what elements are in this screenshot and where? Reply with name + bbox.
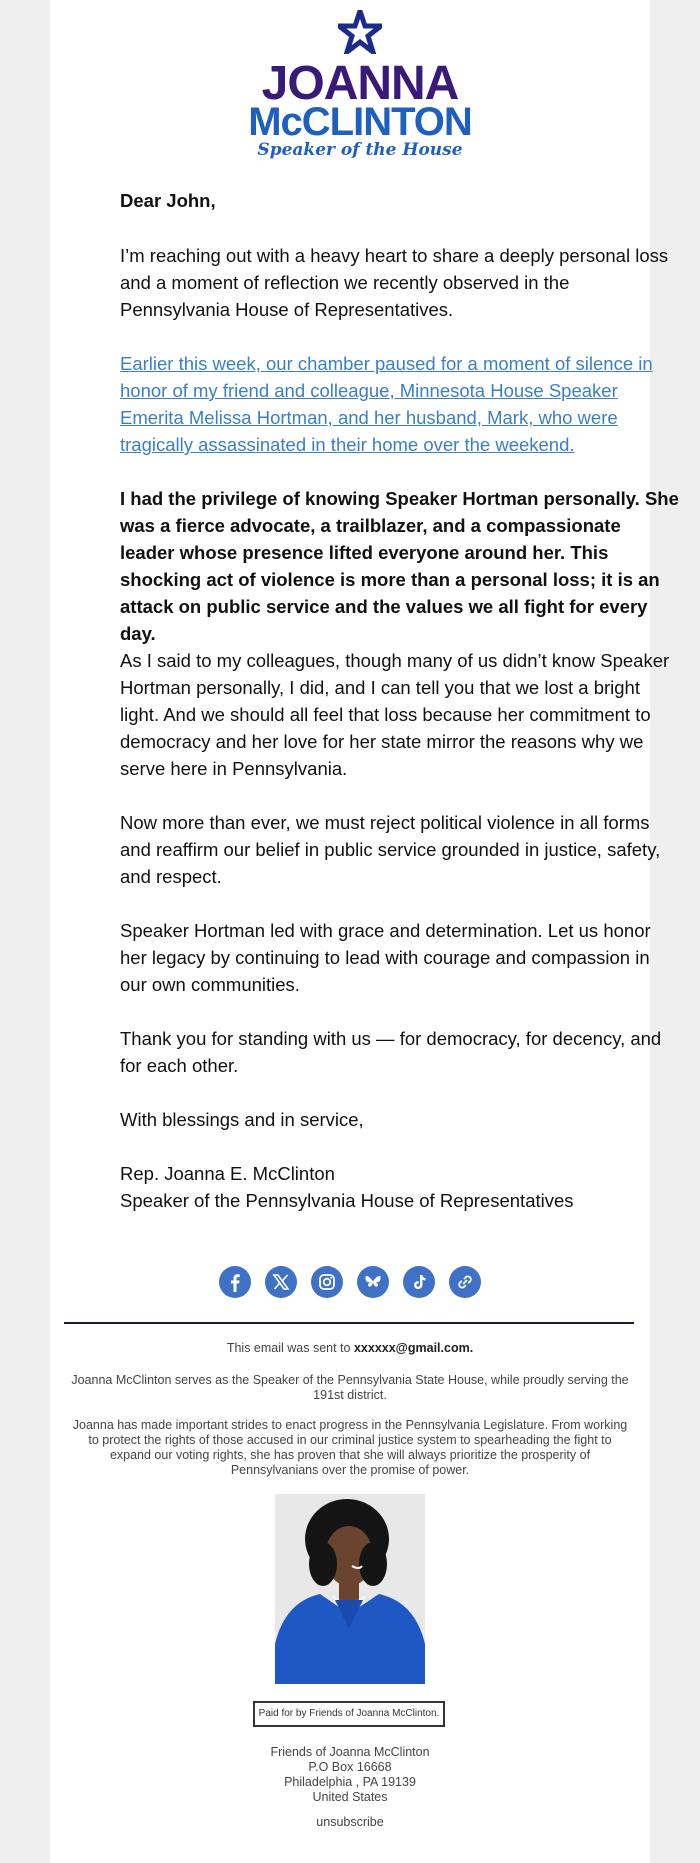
address-po: P.O Box 16668	[308, 1760, 392, 1774]
about-paragraph-1: Joanna McClinton serves as the Speaker of the Pennsylvania State House, while proudly serving the 191st district.	[71, 1373, 629, 1402]
x-icon[interactable]	[265, 1266, 297, 1298]
greeting: Dear John,	[120, 190, 216, 211]
tiktok-icon[interactable]	[403, 1266, 435, 1298]
bold-paragraph: I had the privilege of knowing Speaker Hortman personally. She was a fierce advocate, a trailblazer, and a compassionate leader whose presence lifted everyone around her. This shocking act of violence is more than a personal loss; it is an attack on public service and the values we all fight for every day.	[120, 488, 679, 644]
address-org: Friends of Joanna McClinton	[270, 1745, 430, 1759]
signature	[120, 1160, 680, 1214]
paragraph-2: As I said to my colleagues, though many of us didn’t know Speaker Hortman personally, I did, and I can tell you that we lost a bright light. And we should all feel that loss because her commitment to democracy and her love for her state mirror the reasons why we serve here in Pennsylvania.	[120, 650, 670, 779]
logo-last-name: McCLINTON	[248, 100, 472, 144]
article-link-text[interactable]: Earlier this week, our chamber paused for a moment of silence in honor of my friend and colleague, Minnesota House Speaker Emerita Melissa Hortman, and her husband, Mark, who were tragically assassinated in their home over the weekend.	[120, 353, 653, 455]
bluesky-icon[interactable]	[357, 1266, 389, 1298]
paragraph-3: Now more than ever, we must reject political violence in all forms and reaffirm our belief in public service grounded in justice, safety, and respect.	[120, 812, 661, 887]
social-links	[50, 1266, 650, 1300]
recipient-email: xxxxxx@gmail.com.	[353, 1341, 474, 1355]
instagram-icon[interactable]	[311, 1266, 343, 1298]
paid-for-disclaimer: Paid for by Friends of Joanna McClinton.	[253, 1701, 445, 1727]
paragraph-1: I’m reaching out with a heavy heart to share a deeply personal loss and a moment of reflection we recently observed in the Pennsylvania House of Representatives.	[120, 245, 669, 320]
unsubscribe-row	[70, 1815, 630, 1830]
signature-title: Speaker of the Pennsylvania House of Representatives	[120, 1190, 574, 1211]
email-card	[50, 0, 679, 1863]
mailing-address	[70, 1745, 630, 1805]
paragraph-4: Speaker Hortman led with grace and determination. Let us honor her legacy by continuing to lead with courage and compassion in our own communities.	[120, 920, 651, 995]
logo-tagline: Speaker of the House	[257, 140, 463, 160]
about-paragraph-2: Joanna has made important strides to enact progress in the Pennsylvania Legislature. From working to protect the rights of those accused in our criminal justice system to spearheading the fight to expand our voting rights, she has proven that she will always prioritize the prosperity of Pennsylvanians over the promise of power.	[72, 1418, 628, 1477]
article-link[interactable]	[120, 350, 680, 458]
facebook-icon[interactable]	[219, 1266, 251, 1298]
closing: With blessings and in service,	[120, 1109, 364, 1130]
sent-to-line: This email was sent to xxxxxx@gmail.com.	[226, 1341, 474, 1355]
candidate-photo	[275, 1494, 425, 1684]
address-city: Philadelphia , PA 19139	[284, 1775, 416, 1789]
star-icon	[338, 10, 382, 54]
logo-first-name: JOANNA	[261, 57, 459, 110]
footer-divider	[64, 1322, 634, 1324]
signature-name: Rep. Joanna E. McClinton	[120, 1163, 335, 1184]
address-country: United States	[312, 1790, 388, 1804]
link-icon[interactable]	[449, 1266, 481, 1298]
paragraph-5: Thank you for standing with us — for democracy, for decency, and for each other.	[120, 1028, 662, 1076]
unsubscribe-link[interactable]: unsubscribe	[316, 1815, 384, 1829]
campaign-logo	[240, 10, 480, 158]
